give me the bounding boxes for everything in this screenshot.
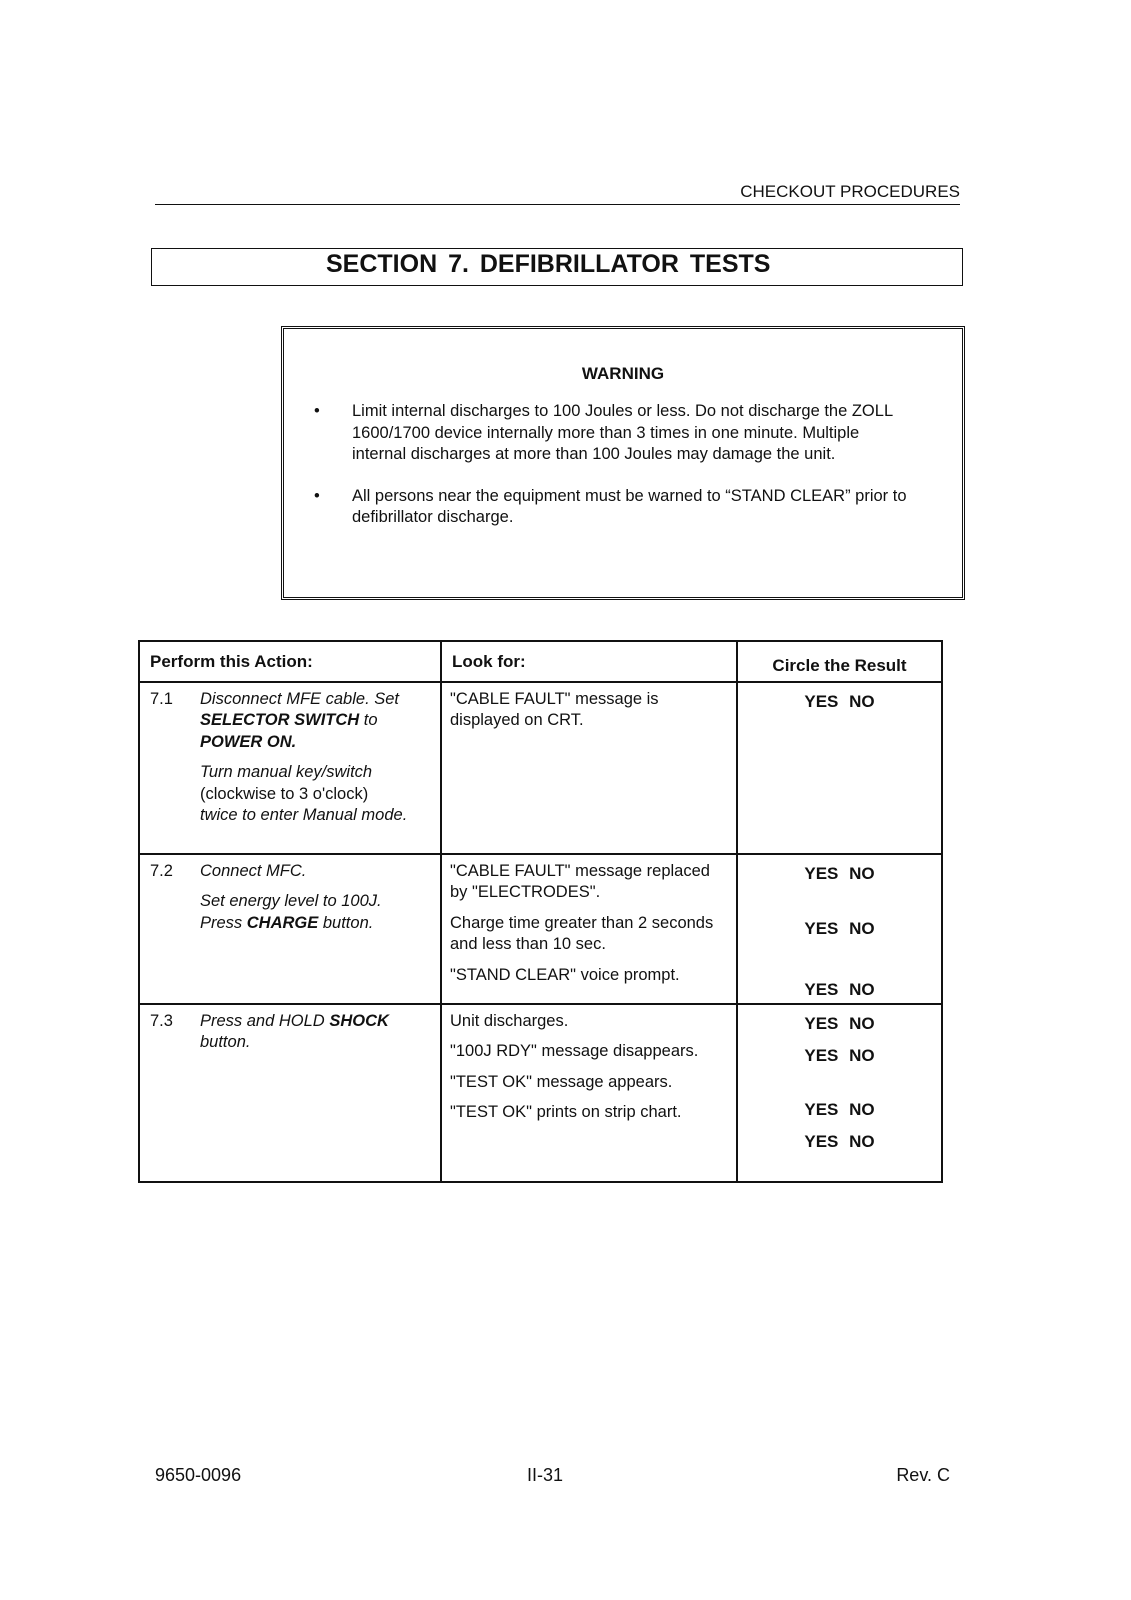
yes-no-result[interactable]: YES NO [804, 1099, 875, 1119]
step-number: 7.2 [150, 861, 173, 880]
warning-box [281, 326, 965, 600]
look-for-cell [441, 854, 737, 1004]
look-for-text: "CABLE FAULT" message is displayed on CRT. [450, 689, 659, 729]
warning-list [314, 401, 914, 529]
action-cell [139, 854, 441, 1004]
look-for-cell [441, 1004, 737, 1182]
yes-no-result[interactable]: YES NO [804, 1045, 875, 1065]
warning-item-text: All persons near the equipment must be warned to “STAND CLEAR” prior to defibrillator discharge. [352, 486, 907, 526]
header-result: Circle the Result [737, 641, 942, 682]
table-row [139, 1004, 942, 1182]
yes-no-result[interactable]: YES NO [804, 1131, 875, 1151]
yes-no-result[interactable]: YES NO [804, 918, 875, 938]
look-for-text: Unit discharges. [450, 1011, 569, 1030]
action-cell [139, 1004, 441, 1182]
section-heading-box [151, 248, 963, 286]
action-text: Turn manual key/switch (clockwise to 3 o'clock) twice to enter Manual mode. [200, 763, 408, 824]
look-for-text: "TEST OK" message appears. [450, 1072, 673, 1091]
yes-no-result[interactable]: YES NO [804, 1013, 875, 1033]
bullet-icon: • [314, 486, 320, 505]
header-action: Perform this Action: [139, 641, 441, 682]
warning-item [314, 401, 914, 466]
yes-no-result[interactable]: YES NO [804, 691, 875, 711]
action-text: Connect MFC. [200, 861, 307, 880]
look-for-text: Charge time greater than 2 seconds and less than 10 sec. [450, 913, 714, 953]
look-for-text: "TEST OK" prints on strip chart. [450, 1103, 682, 1121]
header-look-for: Look for: [441, 641, 737, 682]
table-header-row [139, 641, 942, 682]
footer-doc-number: 9650-0096 [155, 1465, 242, 1485]
table-row [139, 854, 942, 1004]
warning-item [314, 486, 914, 529]
result-cell [737, 854, 942, 1004]
result-cell [737, 682, 942, 854]
warning-item-text: Limit internal discharges to 100 Joules or less. Do not discharge the ZOLL 1600/1700 device internally more than 3 times in one minute. Multiple internal discharges at more than 100 Joules may damage the unit. [352, 402, 893, 463]
step-number: 7.3 [150, 1011, 173, 1030]
look-for-text: "CABLE FAULT" message replaced by "ELECTRODES". [450, 861, 710, 901]
step-number: 7.1 [150, 689, 173, 708]
running-header [155, 178, 960, 205]
look-for-cell [441, 682, 737, 854]
bullet-icon: • [314, 402, 320, 420]
look-for-text: "100J RDY" message disappears. [450, 1042, 699, 1060]
procedure-table [138, 640, 943, 1183]
footer-page-number: II-31 [527, 1465, 564, 1485]
action-cell [139, 682, 441, 854]
warning-title: WARNING [581, 364, 665, 383]
result-cell [737, 1004, 942, 1182]
action-text: Press and HOLD SHOCK button. [200, 1011, 389, 1051]
footer-revision: Rev. C [896, 1465, 950, 1485]
yes-no-result[interactable]: YES NO [804, 863, 875, 883]
action-text: Disconnect MFE cable. Set SELECTOR SWITCH to POWER ON. [200, 689, 399, 751]
look-for-text: "STAND CLEAR" voice prompt. [450, 965, 680, 984]
running-header-title: CHECKOUT PROCEDURES [740, 182, 960, 201]
section-heading: SECTION 7. DEFIBRILLATOR TESTS [326, 250, 771, 278]
yes-no-result[interactable]: YES NO [804, 979, 875, 999]
action-text: Set energy level to 100J. Press CHARGE button. [200, 892, 382, 932]
table-row [139, 682, 942, 854]
